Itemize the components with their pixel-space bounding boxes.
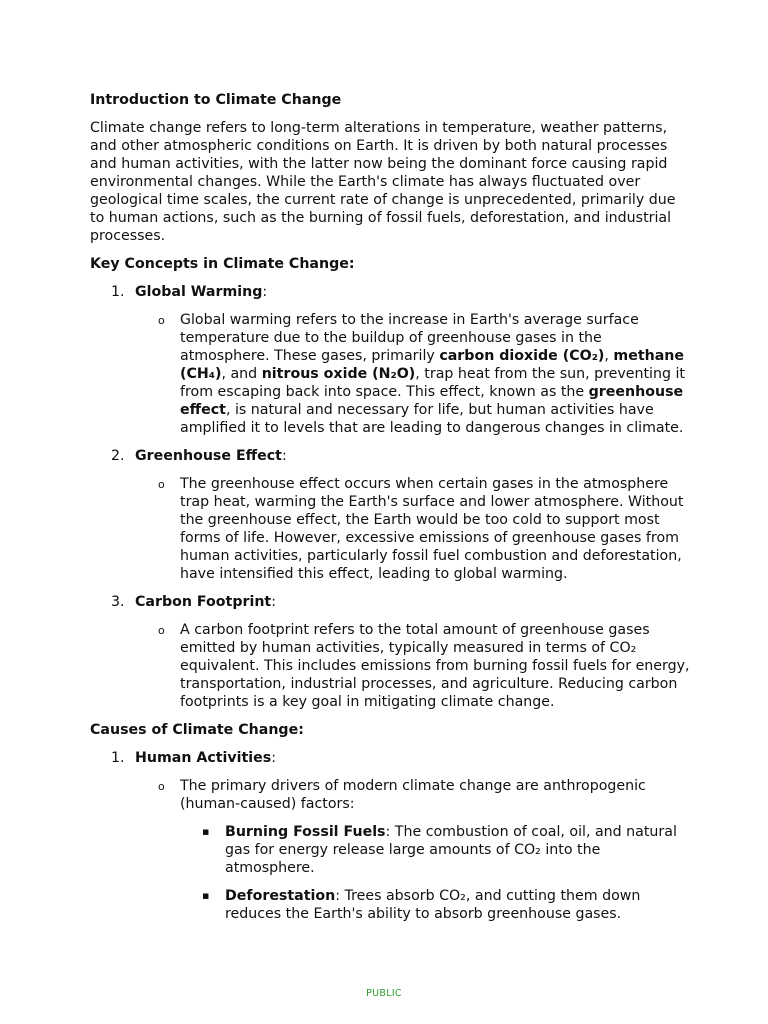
colon: : [271, 594, 276, 610]
circle-bullet-icon: o [158, 780, 165, 793]
burning-fossil-fuels-text: : The combustion of coal, oil, and natural gas for energy release large amounts of CO₂ into the atmosphere. [225, 824, 677, 876]
colon: : [281, 448, 287, 464]
term-human-activities: Human Activities [135, 750, 272, 766]
causes-list [90, 749, 690, 923]
list-item [135, 475, 690, 583]
square-bullet-icon: ▪ [202, 825, 210, 838]
classification-footer: PUBLIC [366, 988, 402, 999]
list-number: 1. [111, 284, 125, 300]
list-item [90, 283, 690, 437]
term-greenhouse-effect: Greenhouse Effect [135, 448, 282, 464]
square-bullet-icon: ▪ [202, 889, 210, 902]
list-item [90, 749, 690, 923]
circle-bullet-icon: o [158, 624, 165, 637]
list-item [135, 777, 690, 923]
list-number: 2. [111, 448, 125, 464]
human-activities-text: The primary drivers of modern climate change are anthropogenic (human-caused) factors: [180, 778, 646, 812]
key-concepts-heading: Key Concepts in Climate Change: [90, 256, 355, 272]
deforestation-text: : Trees absorb CO₂, and cutting them down reduces the Earth's ability to absorb greenhouse gases. [225, 888, 641, 922]
colon: : [262, 284, 268, 300]
key-concepts-list [90, 283, 690, 711]
list-item [90, 447, 690, 583]
document-title: Introduction to Climate Change [90, 92, 342, 108]
list-number: 3. [111, 594, 125, 610]
list-item [135, 621, 690, 711]
list-item [180, 887, 690, 923]
list-item [135, 311, 690, 437]
intro-paragraph: Climate change refers to long-term alterations in temperature, weather patterns, and other atmospheric conditions on Earth. It is driven by both natural processes and human activities, with the latter now being the dominant force causing rapid environmental changes. While the Earth's climate has always fluctuated over geological time scales, the current rate of change is unprecedented, primarily due to human actions, such as the burning of fossil fuels, deforestation, and industrial processes. [90, 120, 676, 244]
circle-bullet-icon: o [158, 314, 165, 327]
term-deforestation: Deforestation [225, 888, 336, 904]
term-global-warming: Global Warming [135, 284, 263, 300]
term-carbon-footprint: Carbon Footprint [135, 594, 272, 610]
global-warming-text: Global warming refers to the increase in Earth's average surface temperature due to the buildup of greenhouse gases in the atmosphere. These gases, primarily carbon dioxide (CO₂), methane (CH₄), and nitrous oxide (N₂O), trap heat from the sun, preventing it from escaping back into space. This effect, known as the greenhouse effect, is natural and necessary for life, but human activities have amplified it to levels that are leading to dangerous changes in climate. [180, 312, 685, 436]
sub-list [135, 475, 690, 583]
circle-bullet-icon: o [158, 478, 165, 491]
carbon-footprint-text: A carbon footprint refers to the total amount of greenhouse gases emitted by human activities, typically measured in terms of CO₂ equivalent. This includes emissions from burning fossil fuels for energy, transportation, industrial processes, and agriculture. Reducing carbon footprints is a key goal in mitigating climate change. [180, 622, 690, 710]
sub-sub-list [180, 823, 690, 923]
colon: : [271, 750, 277, 766]
list-item [90, 593, 690, 711]
term-burning-fossil-fuels: Burning Fossil Fuels [225, 824, 386, 840]
sub-list [135, 621, 690, 711]
document-page [90, 91, 690, 933]
list-item [180, 823, 690, 877]
sub-list [135, 777, 690, 923]
greenhouse-effect-text: The greenhouse effect occurs when certain gases in the atmosphere trap heat, warming the Earth's surface and lower atmosphere. Without the greenhouse effect, the Earth would be too cold to support most forms of life. However, excessive emissions of greenhouse gases from human activities, particularly fossil fuel combustion and deforestation, have intensified this effect, leading to global warming. [180, 476, 684, 582]
causes-heading: Causes of Climate Change: [90, 722, 304, 738]
sub-list [135, 311, 690, 437]
list-number: 1. [111, 750, 125, 766]
